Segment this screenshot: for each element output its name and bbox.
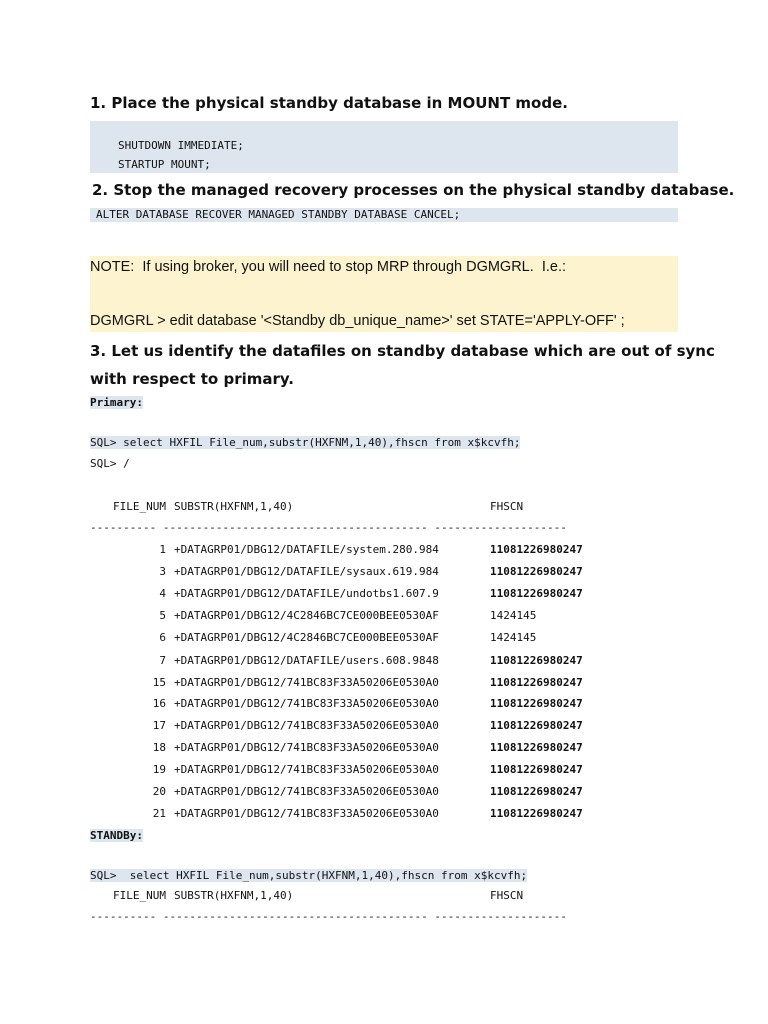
note-line-2: DGMGRL > edit database '<Standby db_unique_name>' set STATE='APPLY-OFF' ; [90, 313, 625, 329]
header-fhscn: FHSCN [490, 500, 524, 513]
table-row [90, 719, 650, 739]
table-row [90, 741, 650, 761]
file-num: 5 [159, 609, 166, 622]
header-file-num: FILE_NUM [113, 889, 166, 902]
table-row [90, 785, 650, 805]
table-row [90, 763, 650, 783]
table-row [90, 565, 650, 585]
primary-label: Primary: [90, 396, 143, 409]
header-name: SUBSTR(HXFNM,1,40) [174, 500, 294, 513]
file-num: 4 [159, 587, 166, 600]
fhscn: 11081226980247 [490, 676, 583, 689]
fhscn: 11081226980247 [490, 654, 583, 667]
file-num: 16 [152, 697, 166, 710]
header-fhscn: FHSCN [490, 889, 524, 902]
standby-table-header [90, 889, 650, 909]
fhscn: 11081226980247 [490, 587, 583, 600]
file-num: 21 [152, 807, 166, 820]
table-row [90, 807, 650, 827]
file-num: 15 [152, 676, 166, 689]
file-name: +DATAGRP01/DBG12/DATAFILE/sysaux.619.984 [174, 565, 439, 578]
standby-query: SQL> select HXFIL File_num,substr(HXFNM,1,40),fhscn from x$kcvfh; [90, 869, 528, 882]
primary-query: SQL> select HXFIL File_num,substr(HXFNM,1,40),fhscn from x$kcvfh; [90, 436, 521, 449]
primary-table-header [90, 500, 650, 520]
step-2-code-block [90, 208, 678, 222]
table-row [90, 697, 650, 717]
file-name: +DATAGRP01/DBG12/DATAFILE/users.608.9848 [174, 654, 439, 667]
header-name: SUBSTR(HXFNM,1,40) [174, 889, 294, 902]
fhscn: 11081226980247 [490, 543, 583, 556]
file-num: 1 [159, 543, 166, 556]
file-name: +DATAGRP01/DBG12/741BC83F33A50206E0530A0 [174, 676, 439, 689]
fhscn: 1424145 [490, 609, 537, 622]
fhscn: 11081226980247 [490, 807, 583, 820]
file-name: +DATAGRP01/DBG12/4C2846BC7CE000BEE0530AF [174, 609, 439, 622]
file-num: 18 [152, 741, 166, 754]
file-num: 20 [152, 785, 166, 798]
file-name: +DATAGRP01/DBG12/741BC83F33A50206E0530A0 [174, 785, 439, 798]
fhscn: 11081226980247 [490, 741, 583, 754]
table-row [90, 543, 650, 563]
step-1-code-block [90, 121, 678, 173]
table-row [90, 631, 650, 651]
file-num: 17 [152, 719, 166, 732]
file-name: +DATAGRP01/DBG12/741BC83F33A50206E0530A0 [174, 741, 439, 754]
note-line-1: NOTE: If using broker, you will need to stop MRP through DGMGRL. I.e.: [90, 259, 567, 275]
step-3-heading-line-1: 3. Let us identify the datafiles on standby database which are out of sync [90, 342, 715, 360]
file-name: +DATAGRP01/DBG12/741BC83F33A50206E0530A0 [174, 719, 439, 732]
fhscn: 11081226980247 [490, 697, 583, 710]
primary-rerun: SQL> / [90, 457, 130, 470]
note-box [90, 256, 678, 332]
primary-separator: ---------- ---------------------------------------- -------------------- [90, 521, 567, 534]
code-line: STARTUP MOUNT; [118, 158, 211, 171]
table-row [90, 654, 650, 674]
fhscn: 11081226980247 [490, 565, 583, 578]
step-2-heading: 2. Stop the managed recovery processes on the physical standby database. [92, 181, 735, 199]
table-row [90, 609, 650, 629]
step-1-heading: 1. Place the physical standby database in MOUNT mode. [90, 94, 568, 112]
file-name: +DATAGRP01/DBG12/4C2846BC7CE000BEE0530AF [174, 631, 439, 644]
file-name: +DATAGRP01/DBG12/741BC83F33A50206E0530A0 [174, 807, 439, 820]
step-3-heading-line-2: with respect to primary. [90, 370, 294, 388]
code-line: SHUTDOWN IMMEDIATE; [118, 139, 244, 152]
file-num: 3 [159, 565, 166, 578]
table-row [90, 587, 650, 607]
file-name: +DATAGRP01/DBG12/DATAFILE/system.280.984 [174, 543, 439, 556]
fhscn: 1424145 [490, 631, 537, 644]
file-name: +DATAGRP01/DBG12/741BC83F33A50206E0530A0 [174, 697, 439, 710]
file-num: 7 [159, 654, 166, 667]
fhscn: 11081226980247 [490, 719, 583, 732]
header-file-num: FILE_NUM [113, 500, 166, 513]
fhscn: 11081226980247 [490, 785, 583, 798]
fhscn: 11081226980247 [490, 763, 583, 776]
code-line: ALTER DATABASE RECOVER MANAGED STANDBY DATABASE CANCEL; [96, 208, 461, 221]
standby-label: STANDBy: [90, 829, 143, 842]
table-row [90, 676, 650, 696]
file-num: 6 [159, 631, 166, 644]
file-name: +DATAGRP01/DBG12/DATAFILE/undotbs1.607.9 [174, 587, 439, 600]
file-num: 19 [152, 763, 166, 776]
standby-separator: ---------- ---------------------------------------- -------------------- [90, 910, 567, 923]
file-name: +DATAGRP01/DBG12/741BC83F33A50206E0530A0 [174, 763, 439, 776]
